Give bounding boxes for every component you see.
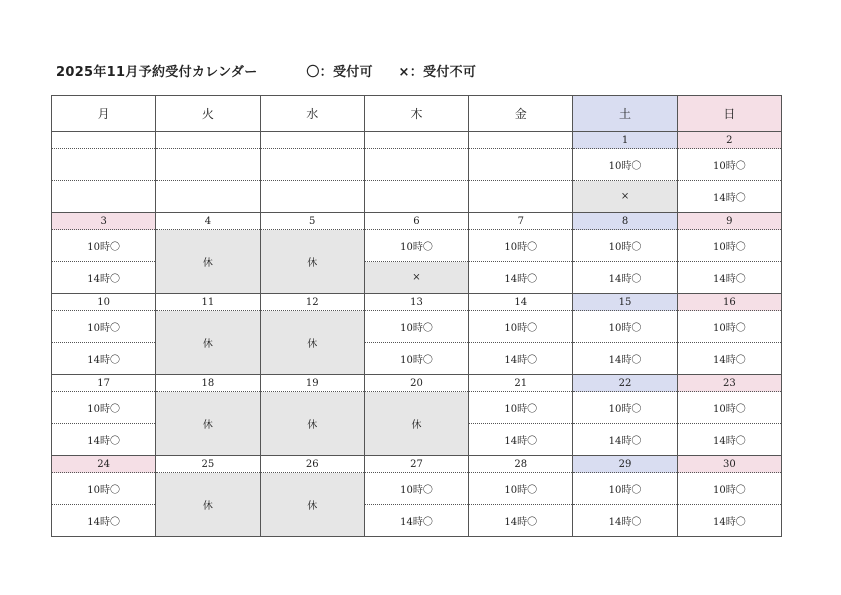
weekday-header: 月	[52, 96, 156, 132]
day-number	[156, 132, 260, 149]
reservation-calendar	[51, 95, 782, 537]
slot-10-cell[interactable]: 10時〇	[52, 230, 156, 262]
page-title: 2025年11月予約受付カレンダー	[56, 65, 258, 80]
closed-day-cell: 休	[156, 311, 260, 375]
slot-14-cell[interactable]: 14時〇	[469, 424, 573, 456]
slot-14-cell[interactable]: 14時〇	[573, 424, 677, 456]
week-daynum-row	[52, 213, 782, 230]
slot-14-cell[interactable]: 14時〇	[573, 505, 677, 537]
day-number: 6	[364, 213, 468, 230]
day-number: 26	[260, 456, 364, 473]
day-number: 30	[677, 456, 781, 473]
slot-14-cell[interactable]: 14時〇	[52, 505, 156, 537]
slot-10-cell[interactable]: 10時〇	[573, 311, 677, 343]
week-daynum-row	[52, 132, 782, 149]
slot-10-cell[interactable]: 10時〇	[364, 311, 468, 343]
slot-10-cell[interactable]: 10時〇	[573, 149, 677, 181]
day-number: 29	[573, 456, 677, 473]
slot-14-cell[interactable]: ×	[364, 262, 468, 294]
day-number: 28	[469, 456, 573, 473]
slot-10-cell[interactable]: 10時〇	[469, 473, 573, 505]
day-number: 25	[156, 456, 260, 473]
week-slot-row-10	[52, 392, 782, 424]
slot-10-cell[interactable]: 10時〇	[677, 392, 781, 424]
closed-day-cell: 休	[364, 392, 468, 456]
day-number: 24	[52, 456, 156, 473]
slot-10-cell[interactable]: 10時〇	[573, 473, 677, 505]
slot-14-cell[interactable]: 14時〇	[677, 262, 781, 294]
closed-day-cell: 休	[156, 392, 260, 456]
week-slot-row-10	[52, 311, 782, 343]
day-number: 5	[260, 213, 364, 230]
day-number: 18	[156, 375, 260, 392]
week-daynum-row	[52, 294, 782, 311]
slot-10-cell[interactable]: 10時〇	[677, 149, 781, 181]
slot-10-cell	[260, 149, 364, 181]
day-number: 14	[469, 294, 573, 311]
weekday-header: 水	[260, 96, 364, 132]
slot-10-cell[interactable]: 10時〇	[469, 392, 573, 424]
closed-day-cell: 休	[260, 230, 364, 294]
week-slot-row-14	[52, 181, 782, 213]
weekday-header-row	[52, 96, 782, 132]
day-number: 7	[469, 213, 573, 230]
day-number: 2	[677, 132, 781, 149]
slot-10-cell	[469, 149, 573, 181]
weekday-header: 火	[156, 96, 260, 132]
day-number: 15	[573, 294, 677, 311]
slot-10-cell[interactable]: 10時〇	[469, 230, 573, 262]
slot-14-cell[interactable]: 14時〇	[573, 343, 677, 375]
day-number: 4	[156, 213, 260, 230]
day-number: 19	[260, 375, 364, 392]
slot-10-cell[interactable]: 10時〇	[52, 311, 156, 343]
slot-10-cell[interactable]: 10時〇	[677, 473, 781, 505]
closed-day-cell: 休	[260, 392, 364, 456]
day-number: 11	[156, 294, 260, 311]
slot-14-cell	[260, 181, 364, 213]
day-number: 27	[364, 456, 468, 473]
week-slot-row-10	[52, 473, 782, 505]
week-daynum-row	[52, 375, 782, 392]
week-slot-row-10	[52, 149, 782, 181]
day-number: 1	[573, 132, 677, 149]
weekday-header: 金	[469, 96, 573, 132]
day-number: 8	[573, 213, 677, 230]
slot-14-cell	[156, 181, 260, 213]
day-number	[364, 132, 468, 149]
day-number: 16	[677, 294, 781, 311]
day-number: 3	[52, 213, 156, 230]
closed-day-cell: 休	[156, 473, 260, 537]
slot-14-cell[interactable]: 14時〇	[52, 424, 156, 456]
slot-10-cell	[52, 149, 156, 181]
slot-14-cell[interactable]: 10時〇	[364, 343, 468, 375]
page-header	[56, 61, 476, 79]
week-slot-row-10	[52, 230, 782, 262]
slot-14-cell[interactable]: 14時〇	[469, 505, 573, 537]
slot-10-cell[interactable]: 10時〇	[469, 311, 573, 343]
week-daynum-row	[52, 456, 782, 473]
day-number: 9	[677, 213, 781, 230]
weekday-header: 日	[677, 96, 781, 132]
day-number: 23	[677, 375, 781, 392]
slot-10-cell[interactable]: 10時〇	[52, 473, 156, 505]
slot-14-cell	[52, 181, 156, 213]
slot-14-cell[interactable]: 14時〇	[52, 343, 156, 375]
slot-10-cell	[156, 149, 260, 181]
slot-14-cell[interactable]: 14時〇	[469, 343, 573, 375]
slot-14-cell[interactable]: 14時〇	[677, 424, 781, 456]
slot-10-cell[interactable]: 10時〇	[364, 473, 468, 505]
weekday-header: 土	[573, 96, 677, 132]
slot-10-cell[interactable]: 10時〇	[677, 230, 781, 262]
slot-10-cell[interactable]: 10時〇	[52, 392, 156, 424]
closed-day-cell: 休	[260, 311, 364, 375]
day-number	[52, 132, 156, 149]
day-number: 20	[364, 375, 468, 392]
slot-14-cell[interactable]: 14時〇	[52, 262, 156, 294]
slot-14-cell[interactable]: 14時〇	[364, 505, 468, 537]
day-number: 17	[52, 375, 156, 392]
day-number: 10	[52, 294, 156, 311]
slot-10-cell[interactable]: 10時〇	[677, 311, 781, 343]
slot-14-cell	[469, 181, 573, 213]
slot-10-cell[interactable]: 10時〇	[573, 392, 677, 424]
day-number: 12	[260, 294, 364, 311]
slot-14-cell[interactable]: 14時〇	[469, 262, 573, 294]
legend-unavailable: ×：受付不可	[398, 65, 477, 80]
slot-14-cell	[364, 181, 468, 213]
day-number: 22	[573, 375, 677, 392]
day-number	[469, 132, 573, 149]
day-number: 21	[469, 375, 573, 392]
slot-14-cell[interactable]: 14時〇	[677, 181, 781, 213]
slot-14-cell[interactable]: ×	[573, 181, 677, 213]
day-number	[260, 132, 364, 149]
slot-10-cell[interactable]: 10時〇	[573, 230, 677, 262]
day-number: 13	[364, 294, 468, 311]
slot-10-cell[interactable]: 10時〇	[364, 230, 468, 262]
closed-day-cell: 休	[260, 473, 364, 537]
slot-14-cell[interactable]: 14時〇	[573, 262, 677, 294]
slot-14-cell[interactable]: 14時〇	[677, 343, 781, 375]
slot-14-cell[interactable]: 14時〇	[677, 505, 781, 537]
closed-day-cell: 休	[156, 230, 260, 294]
weekday-header: 木	[364, 96, 468, 132]
legend-available: 〇：受付可	[306, 65, 373, 80]
slot-10-cell	[364, 149, 468, 181]
